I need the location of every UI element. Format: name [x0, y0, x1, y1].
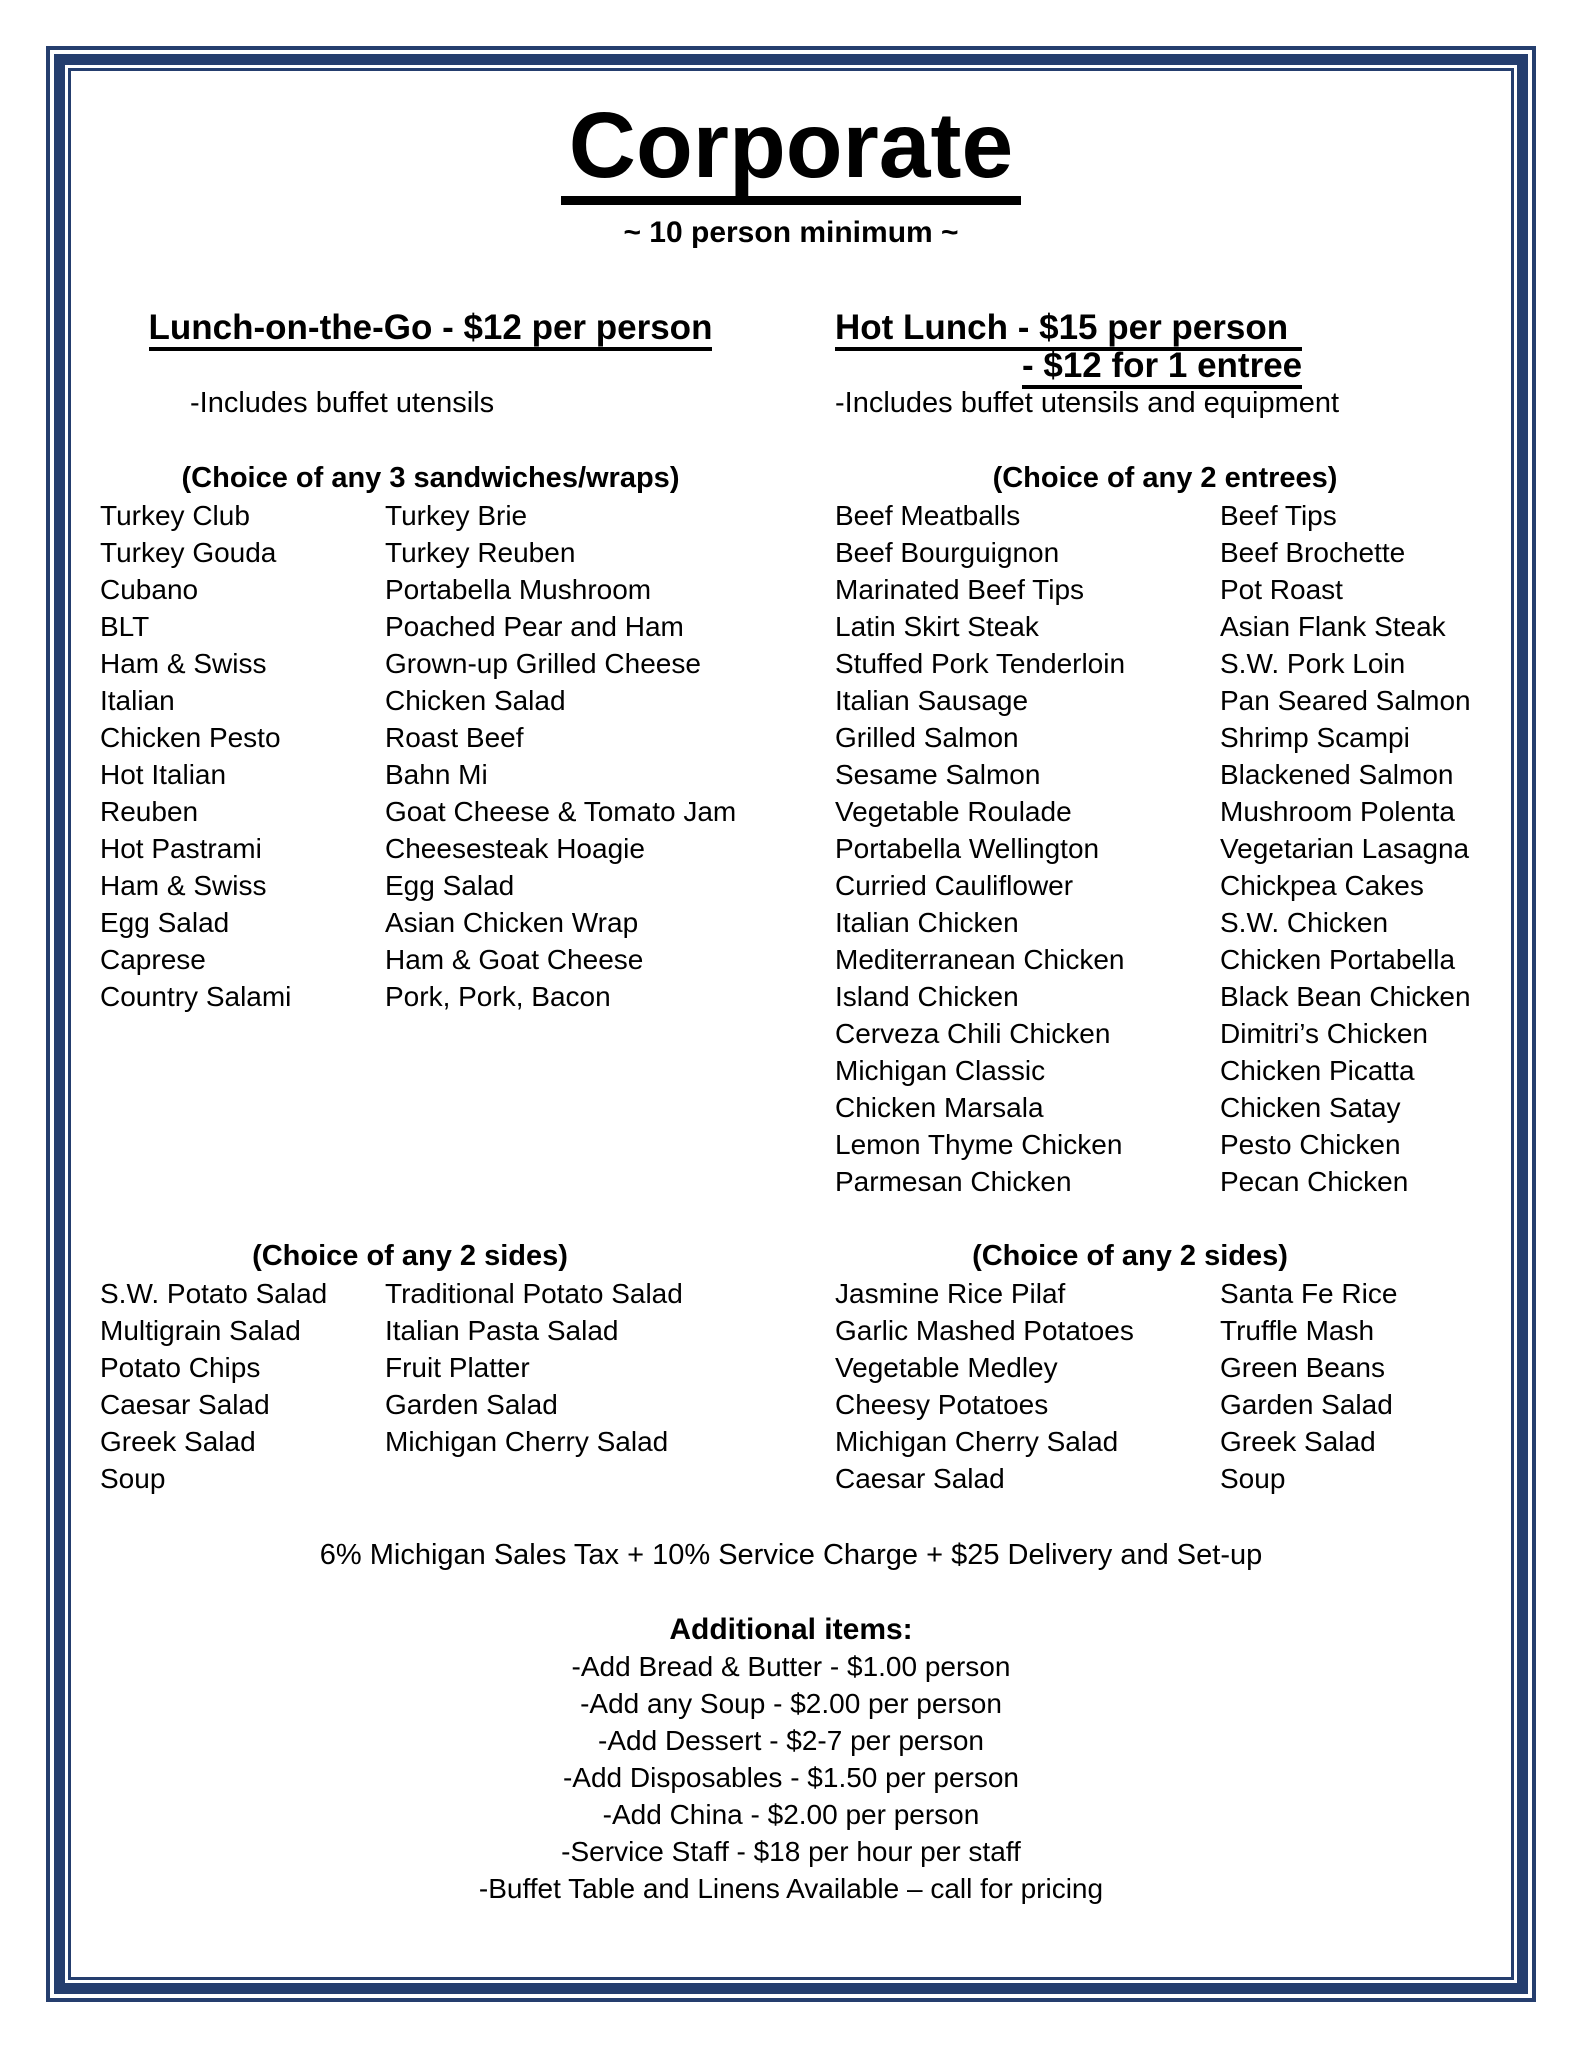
menu-item: Soup: [100, 1463, 166, 1494]
menu-item: Fruit Platter: [385, 1352, 530, 1383]
lunch-sides-section: [71, 1238, 761, 1497]
menu-item: Portabella Mushroom: [385, 574, 652, 605]
lunch-on-the-go-section: [71, 309, 761, 1015]
menu-item: Potato Chips: [100, 1352, 261, 1383]
menu-item: Beef Meatballs: [835, 500, 1021, 531]
menu-item: Vegetable Medley: [835, 1352, 1058, 1383]
menu-item: Greek Salad: [1220, 1426, 1376, 1457]
menu-item: Italian Pasta Salad: [385, 1315, 619, 1346]
menu-item: -Add China - $2.00 per person: [602, 1799, 980, 1830]
menu-item: Traditional Potato Salad: [385, 1278, 683, 1309]
sandwich-choice-heading: (Choice of any 3 sandwiches/wraps): [181, 462, 680, 494]
additional-items-heading: Additional items:: [669, 1613, 913, 1646]
menu-item: Cubano: [100, 574, 199, 605]
menu-item: Goat Cheese & Tomato Jam: [385, 796, 737, 827]
menu-item: Italian Sausage: [835, 685, 1029, 716]
hot-lunch-sides-heading: (Choice of any 2 sides): [972, 1240, 1288, 1272]
menu-item: Caesar Salad: [835, 1463, 1005, 1494]
menu-item: Soup: [1220, 1463, 1286, 1494]
menu-item: Sesame Salmon: [835, 759, 1041, 790]
menu-item: Pesto Chicken: [1220, 1129, 1401, 1160]
menu-item: Ham & Swiss: [100, 648, 267, 679]
menu-item: S.W. Pork Loin: [1220, 648, 1406, 679]
menu-item: Caesar Salad: [100, 1389, 270, 1420]
menu-item: S.W. Chicken: [1220, 907, 1389, 938]
hot-lunch-sides-inner: [835, 1238, 1425, 1497]
lunch-sides-heading: (Choice of any 2 sides): [252, 1240, 568, 1272]
menu-item: Chicken Portabella: [1220, 944, 1456, 975]
menu-item: Egg Salad: [100, 907, 230, 938]
menu-item: Pan Seared Salmon: [1220, 685, 1471, 716]
menu-item: Beef Brochette: [1220, 537, 1406, 568]
menu-content: [71, 71, 1511, 1977]
title-block: [71, 93, 1511, 205]
menu-item: Greek Salad: [100, 1426, 256, 1457]
page-subtitle: ~ 10 person minimum ~: [623, 216, 959, 249]
menu-columns: [71, 309, 1511, 1200]
menu-item: Bahn Mi: [385, 759, 488, 790]
menu-item: Grown-up Grilled Cheese: [385, 648, 701, 679]
menu-item: Michigan Cherry Salad: [385, 1426, 669, 1457]
menu-item: Hot Pastrami: [100, 833, 262, 864]
menu-item: Curried Cauliflower: [835, 870, 1074, 901]
menu-item: Chicken Pesto: [100, 722, 281, 753]
menu-item: Shrimp Scampi: [1220, 722, 1410, 753]
menu-item: Vegetarian Lasagna: [1220, 833, 1470, 864]
menu-item: Turkey Gouda: [100, 537, 277, 568]
hot-lunch-heading-line2: - $12 for 1 entree: [1022, 346, 1302, 389]
sandwich-list-col1: [100, 497, 385, 1015]
menu-item: Chicken Picatta: [1220, 1055, 1415, 1086]
menu-item: Beef Bourguignon: [835, 537, 1060, 568]
menu-item: Marinated Beef Tips: [835, 574, 1085, 605]
menu-item: -Add Disposables - $1.50 per person: [562, 1762, 1020, 1793]
menu-item: Chicken Satay: [1220, 1092, 1401, 1123]
lunch-heading-block: [100, 309, 761, 385]
menu-item: Beef Tips: [1220, 500, 1337, 531]
menu-item: Turkey Reuben: [385, 537, 576, 568]
hot-lunch-sides-list: [835, 1275, 1425, 1497]
menu-item: Chickpea Cakes: [1220, 870, 1424, 901]
menu-item: Parmesan Chicken: [835, 1166, 1072, 1197]
menu-item: Vegetable Roulade: [835, 796, 1072, 827]
page-title: Corporate: [561, 99, 1021, 205]
menu-item: BLT: [100, 611, 150, 642]
entree-list-col1: [835, 497, 1220, 1200]
sandwich-list: [100, 497, 761, 1015]
menu-item: Ham & Swiss: [100, 870, 267, 901]
menu-item: Cerveza Chili Chicken: [835, 1018, 1111, 1049]
sides-columns: [71, 1238, 1511, 1497]
menu-item: Portabella Wellington: [835, 833, 1100, 864]
menu-item: Cheesesteak Hoagie: [385, 833, 645, 864]
additional-items-list: [71, 1648, 1511, 1907]
menu-item: Turkey Club: [100, 500, 250, 531]
hot-lunch-includes-note: -Includes buffet utensils and equipment: [835, 387, 1340, 419]
menu-item: Latin Skirt Steak: [835, 611, 1039, 642]
hot-lunch-heading-line2-row: [835, 347, 1302, 385]
menu-item: Asian Flank Steak: [1220, 611, 1446, 642]
menu-item: Mushroom Polenta: [1220, 796, 1456, 827]
menu-item: Lemon Thyme Chicken: [835, 1129, 1123, 1160]
menu-item: Stuffed Pork Tenderloin: [835, 648, 1126, 679]
menu-item: Pecan Chicken: [1220, 1166, 1409, 1197]
lunch-sides-inner: [100, 1238, 720, 1497]
entree-choice-heading: (Choice of any 2 entrees): [992, 462, 1338, 494]
sandwich-list-col2: [385, 497, 761, 1015]
menu-item: Mediterranean Chicken: [835, 944, 1125, 975]
menu-item: Chicken Salad: [385, 685, 566, 716]
hot-lunch-sides-col1: [835, 1275, 1220, 1497]
menu-item: Island Chicken: [835, 981, 1019, 1012]
hot-lunch-heading-line1: Hot Lunch - $15 per person: [835, 308, 1302, 351]
entree-list: [835, 497, 1495, 1200]
menu-item: -Service Staff - $18 per hour per staff: [561, 1836, 1021, 1867]
menu-item: Truffle Mash: [1220, 1315, 1375, 1346]
lunch-sides-list: [100, 1275, 720, 1497]
menu-item: Reuben: [100, 796, 199, 827]
menu-item: -Buffet Table and Linens Available – call for pricing: [478, 1873, 1104, 1904]
menu-item: Garlic Mashed Potatoes: [835, 1315, 1134, 1346]
menu-item: Poached Pear and Ham: [385, 611, 684, 642]
menu-item: Dimitri’s Chicken: [1220, 1018, 1428, 1049]
menu-item: Turkey Brie: [385, 500, 528, 531]
entree-list-col2: [1220, 497, 1495, 1200]
menu-item: Pot Roast: [1220, 574, 1343, 605]
lunch-sides-col2: [385, 1275, 720, 1460]
hot-lunch-sides-col2: [1220, 1275, 1425, 1497]
menu-item: Italian: [100, 685, 175, 716]
menu-item: -Add Dessert - $2-7 per person: [598, 1725, 984, 1756]
menu-item: Asian Chicken Wrap: [385, 907, 639, 938]
menu-item: Garden Salad: [385, 1389, 558, 1420]
menu-item: Michigan Cherry Salad: [835, 1426, 1119, 1457]
menu-item: Ham & Goat Cheese: [385, 944, 644, 975]
hot-lunch-heading-block: [835, 309, 1302, 385]
menu-item: Chicken Marsala: [835, 1092, 1044, 1123]
menu-item: Garden Salad: [1220, 1389, 1393, 1420]
menu-item: -Add any Soup - $2.00 per person: [580, 1688, 1002, 1719]
menu-item: Italian Chicken: [835, 907, 1019, 938]
menu-item: Pork, Pork, Bacon: [385, 981, 611, 1012]
menu-item: Blackened Salmon: [1220, 759, 1454, 790]
menu-item: Roast Beef: [385, 722, 524, 753]
menu-item: Michigan Classic: [835, 1055, 1046, 1086]
menu-item: Multigrain Salad: [100, 1315, 301, 1346]
menu-item: Grilled Salmon: [835, 722, 1019, 753]
menu-item: Caprese: [100, 944, 206, 975]
menu-item: Cheesy Potatoes: [835, 1389, 1049, 1420]
menu-item: Black Bean Chicken: [1220, 981, 1471, 1012]
menu-item: Green Beans: [1220, 1352, 1385, 1383]
tax-service-note: 6% Michigan Sales Tax + 10% Service Charge + $25 Delivery and Set-up: [319, 1539, 1263, 1571]
menu-item: Country Salami: [100, 981, 292, 1012]
lunch-includes-note: -Includes buffet utensils: [190, 387, 495, 419]
menu-item: Egg Salad: [385, 870, 515, 901]
lunch-sides-col1: [100, 1275, 385, 1497]
menu-item: Jasmine Rice Pilaf: [835, 1278, 1066, 1309]
menu-item: Hot Italian: [100, 759, 227, 790]
menu-item: -Add Bread & Butter - $1.00 person: [571, 1651, 1011, 1682]
menu-item: Santa Fe Rice: [1220, 1278, 1398, 1309]
hot-lunch-section: [835, 309, 1495, 1200]
hot-lunch-sides-section: [835, 1238, 1495, 1497]
hot-lunch-heading-line1-row: [835, 309, 1302, 347]
menu-item: S.W. Potato Salad: [100, 1278, 328, 1309]
lunch-heading: Lunch-on-the-Go - $12 per person: [149, 308, 713, 351]
